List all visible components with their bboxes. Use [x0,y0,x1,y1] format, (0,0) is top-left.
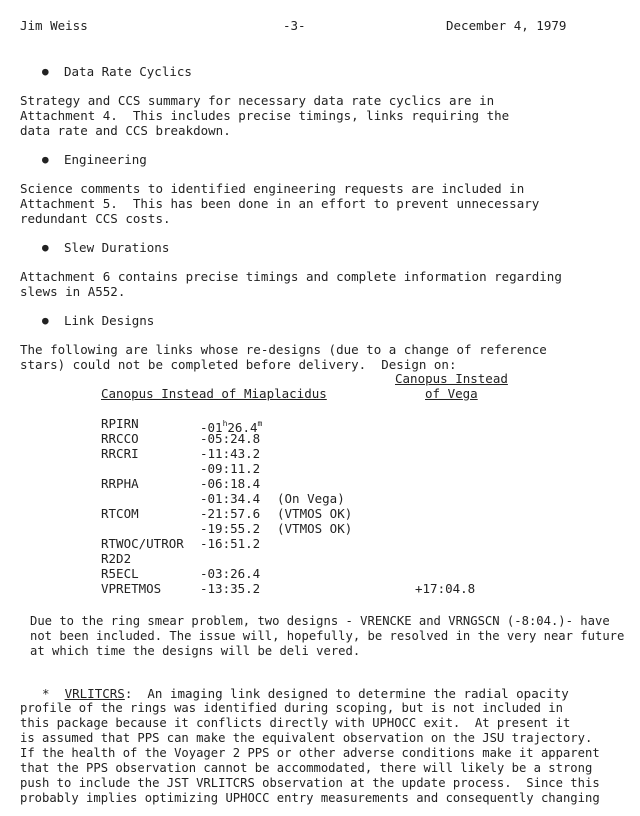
table-row-miap: -01$^h$26.4$^m$ [200,419,263,435]
footnote-term: VRLITCRS [64,686,125,701]
table-row-miap: -21:57.6 [200,506,261,521]
body-line: probably implies optimizing UPHOCC entry measurements and consequently changing [20,791,600,805]
bullet-icon: ● [42,65,49,78]
table-row-miap: -09:11.2 [200,461,261,476]
table-row-miap: -06:18.4 [200,476,261,491]
table-row-miap: -16:51.2 [200,536,261,551]
body-line: Due to the ring smear problem, two designs - VRENCKE and VRNGSCN (-8:04.)- have [30,614,610,628]
section-body-link-designs [20,342,630,372]
footnote-marker: * [42,686,50,701]
table-row-name: R5ECL [101,566,139,581]
body-line: data rate and CCS breakdown. [20,123,231,138]
body-line: The following are links whose re-designs (due to a change of reference [20,342,547,357]
body-line: stars) could not be completed before delivery. Design on: [20,357,457,372]
footnote-first-line-text: : An imaging link designed to determine the radial opacity [124,686,569,701]
body-line: at which time the designs will be deli vered. [30,644,361,658]
table-header-vega-line1: Canopus Instead [395,371,508,386]
body-line: slews in A552. [20,284,126,299]
footnote-first-line [42,686,569,701]
body-line: Attachment 6 contains precise timings and complete information regarding [20,269,562,284]
body-line: that the PPS observation cannot be accommodated, there will likely be a strong [20,761,593,775]
table-header-miaplacidus: Canopus Instead of Miaplacidus [101,386,327,401]
table-header-vega-line2: of Vega [425,386,478,401]
section-title-link-designs: Link Designs [64,313,155,328]
table-row-name: RRCCO [101,431,139,446]
section-title-data-rate: Data Rate Cyclics [64,64,192,79]
bullet-icon: ● [42,314,49,327]
body-line: push to include the JST VRLITCRS observation at the update process. Since this [20,776,600,790]
table-row-name: RTWOC/UTROR [101,536,184,551]
body-line: redundant CCS costs. [20,211,171,226]
table-row-miap: -11:43.2 [200,446,261,461]
body-line: Strategy and CCS summary for necessary data rate cyclics are in [20,93,495,108]
table-row-note: (VTMOS OK) [277,506,353,521]
table-row-name: VPRETMOS [101,581,162,596]
footnote-body [20,701,630,806]
body-line: is assumed that PPS can make the equivalent observation on the JSU trajectory. [20,731,593,745]
bullet-icon: ● [42,153,49,166]
table-row-name: R2D2 [101,551,132,566]
header-author: Jim Weiss [20,18,88,33]
body-line: profile of the rings was identified during scoping, but is not included in [20,701,563,715]
bullet-icon: ● [42,241,49,254]
table-row-vega: +17:04.8 [415,581,476,596]
body-line: this package because it conflicts directly with UPHOCC exit. At present it [20,716,571,730]
table-row-name: RRPHA [101,476,139,491]
body-line: not been included. The issue will, hopefully, be resolved in the very near future [30,629,625,643]
table-row-name: RPIRN [101,416,139,431]
table-row-miap: -05:24.8 [200,431,261,446]
table-row-miap: -03:26.4 [200,566,261,581]
table-row-miap: -19:55.2 [200,521,261,536]
smear-paragraph [30,614,640,659]
table-row-note: (On Vega) [277,491,345,506]
header-page-number: -3- [283,18,306,33]
section-title-engineering: Engineering [64,152,147,167]
section-body-engineering [20,181,630,226]
table-row-note: (VTMOS OK) [277,521,353,536]
section-title-slew: Slew Durations [64,240,170,255]
section-body-slew [20,269,630,299]
body-line: Attachment 4. This includes precise timings, links requiring the [20,108,510,123]
body-line: Attachment 5. This has been done in an effort to prevent unnecessary [20,196,540,211]
table-row-name: RRCRI [101,446,139,461]
table-row-miap: -01:34.4 [200,491,261,506]
section-body-data-rate [20,93,630,138]
body-line: If the health of the Voyager 2 PPS or other adverse conditions make it apparent [20,746,600,760]
body-line: Science comments to identified engineering requests are included in [20,181,525,196]
header-date: December 4, 1979 [446,18,567,33]
table-row-name: RTCOM [101,506,139,521]
table-row-miap: -13:35.2 [200,581,261,596]
